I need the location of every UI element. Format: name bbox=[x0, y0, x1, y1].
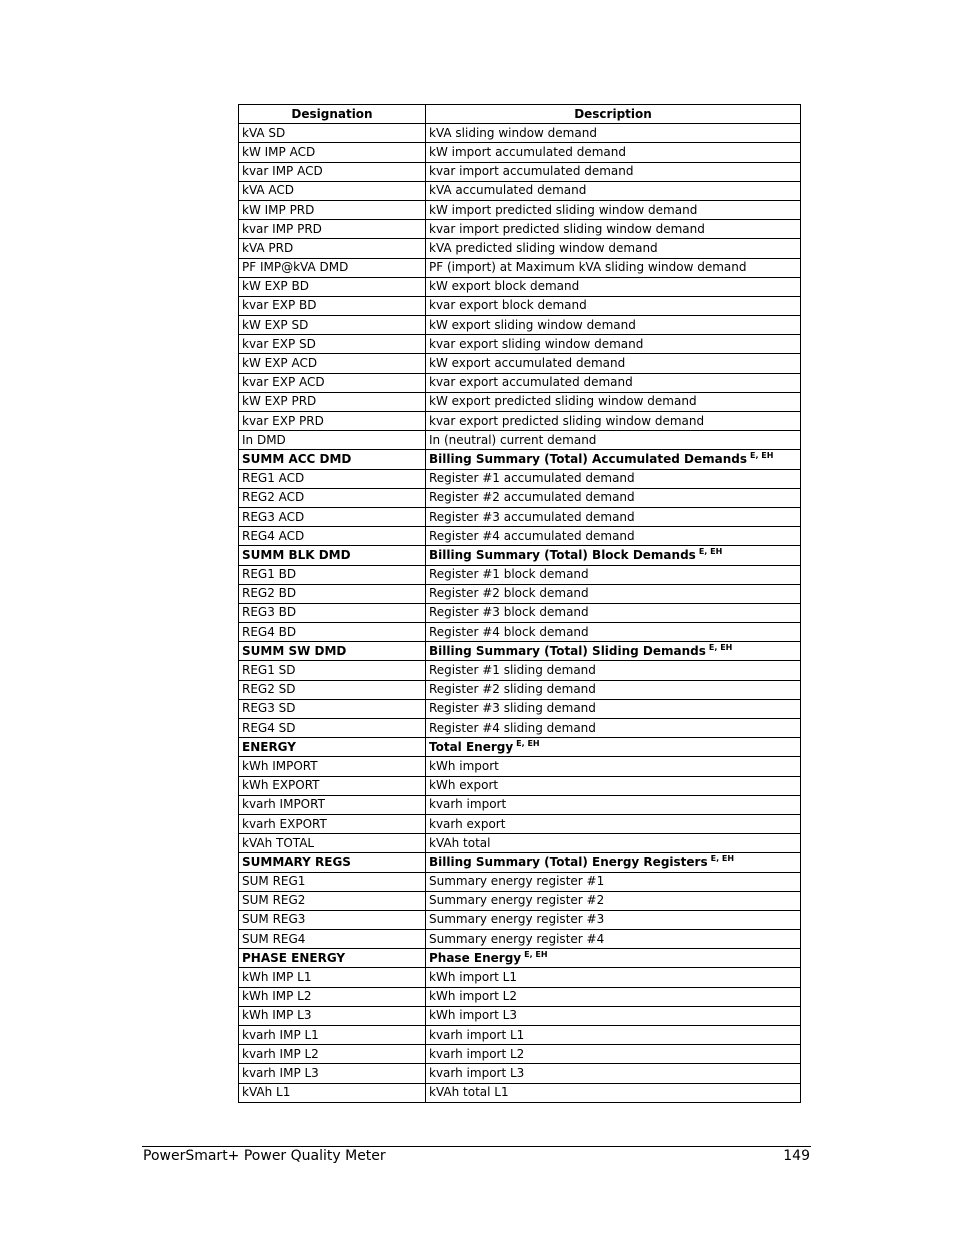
description-text: Register #3 accumulated demand bbox=[429, 509, 635, 524]
footnote-marker: E, EH bbox=[698, 546, 723, 556]
designation-cell: kvarh IMP L2 bbox=[239, 1045, 426, 1064]
designation-cell: kvarh IMP L1 bbox=[239, 1026, 426, 1045]
footnote-marker: E, EH bbox=[749, 450, 774, 460]
description-text: kvar import accumulated demand bbox=[429, 164, 634, 179]
footnote-marker: E, EH bbox=[516, 738, 540, 748]
description-text: Billing Summary (Total) Block Demands bbox=[429, 547, 696, 562]
description-text: kVAh total bbox=[429, 835, 491, 850]
footnote-marker: E, EH bbox=[708, 642, 733, 652]
description-text: kVA sliding window demand bbox=[429, 125, 597, 140]
description-text: kW import accumulated demand bbox=[429, 144, 626, 159]
description-cell bbox=[426, 623, 801, 642]
table-row bbox=[239, 910, 801, 929]
designation-cell: kvar EXP ACD bbox=[239, 373, 426, 392]
designation-cell: SUMM ACC DMD bbox=[239, 450, 426, 469]
table-row bbox=[239, 181, 801, 200]
description-cell bbox=[426, 200, 801, 219]
table-row bbox=[239, 354, 801, 373]
table-body bbox=[239, 124, 801, 1103]
description-text: Register #4 sliding demand bbox=[429, 720, 596, 735]
designation-cell: kWh IMPORT bbox=[239, 757, 426, 776]
table-row bbox=[239, 373, 801, 392]
designation-cell: kWh EXPORT bbox=[239, 776, 426, 795]
table-row bbox=[239, 1006, 801, 1025]
description-text: kWh import L2 bbox=[429, 989, 517, 1004]
table-row bbox=[239, 335, 801, 354]
description-cell bbox=[426, 392, 801, 411]
designation-cell: kvar EXP BD bbox=[239, 296, 426, 315]
designation-cell: kW EXP SD bbox=[239, 316, 426, 335]
description-text: kvarh export bbox=[429, 816, 506, 831]
description-text: kvar export predicted sliding window demand bbox=[429, 413, 705, 428]
designation-cell: kWh IMP L2 bbox=[239, 987, 426, 1006]
description-cell bbox=[426, 910, 801, 929]
description-cell bbox=[426, 930, 801, 949]
description-text: Register #3 block demand bbox=[429, 605, 589, 620]
description-text: Register #3 sliding demand bbox=[429, 701, 596, 716]
table-section-row bbox=[239, 949, 801, 968]
description-text: PF (import) at Maximum kVA sliding window demand bbox=[429, 260, 747, 275]
footnote-marker: E, EH bbox=[710, 853, 735, 863]
designation-cell: kvar EXP SD bbox=[239, 335, 426, 354]
table-row bbox=[239, 776, 801, 795]
description-cell bbox=[426, 469, 801, 488]
description-text: Billing Summary (Total) Sliding Demands bbox=[429, 643, 706, 658]
table-row bbox=[239, 1045, 801, 1064]
designation-cell: kvar IMP PRD bbox=[239, 220, 426, 239]
description-cell bbox=[426, 181, 801, 200]
table-section-row bbox=[239, 853, 801, 872]
description-text: kW export accumulated demand bbox=[429, 356, 626, 371]
description-text: Register #1 sliding demand bbox=[429, 663, 596, 678]
description-text: kWh import L1 bbox=[429, 970, 517, 985]
table-section-row bbox=[239, 546, 801, 565]
description-text: kvar import predicted sliding window demand bbox=[429, 221, 705, 236]
table-row bbox=[239, 431, 801, 450]
table-row bbox=[239, 507, 801, 526]
table-row bbox=[239, 412, 801, 431]
table-row bbox=[239, 1026, 801, 1045]
description-text: kW import predicted sliding window demand bbox=[429, 202, 698, 217]
designation-cell: kvarh EXPORT bbox=[239, 814, 426, 833]
description-text: kW export sliding window demand bbox=[429, 317, 636, 332]
column-header-designation: Designation bbox=[239, 105, 426, 124]
description-text: kvar export block demand bbox=[429, 298, 587, 313]
table-row bbox=[239, 488, 801, 507]
designation-cell: kW IMP PRD bbox=[239, 200, 426, 219]
description-cell bbox=[426, 757, 801, 776]
designation-cell: REG3 ACD bbox=[239, 507, 426, 526]
description-cell bbox=[426, 1083, 801, 1102]
table-row bbox=[239, 220, 801, 239]
designation-cell: kVA ACD bbox=[239, 181, 426, 200]
table-section-row bbox=[239, 738, 801, 757]
description-text: kVAh total L1 bbox=[429, 1085, 509, 1100]
table-row bbox=[239, 527, 801, 546]
description-text: Summary energy register #4 bbox=[429, 931, 605, 946]
table-row bbox=[239, 143, 801, 162]
description-cell bbox=[426, 354, 801, 373]
description-cell bbox=[426, 316, 801, 335]
designation-cell: kvarh IMPORT bbox=[239, 795, 426, 814]
description-cell bbox=[426, 335, 801, 354]
description-cell bbox=[426, 162, 801, 181]
designation-cell: REG1 ACD bbox=[239, 469, 426, 488]
column-header-description: Description bbox=[426, 105, 801, 124]
table-section-row bbox=[239, 642, 801, 661]
description-cell bbox=[426, 719, 801, 738]
designation-cell: kvarh IMP L3 bbox=[239, 1064, 426, 1083]
description-text: Register #1 accumulated demand bbox=[429, 471, 635, 486]
description-text: kVA accumulated demand bbox=[429, 183, 587, 198]
description-cell bbox=[426, 776, 801, 795]
designation-cell: REG4 ACD bbox=[239, 527, 426, 546]
description-cell bbox=[426, 1026, 801, 1045]
table-row bbox=[239, 968, 801, 987]
designation-cell: REG1 BD bbox=[239, 565, 426, 584]
description-cell bbox=[426, 987, 801, 1006]
designation-cell: kvar IMP ACD bbox=[239, 162, 426, 181]
table-row bbox=[239, 872, 801, 891]
table-row bbox=[239, 258, 801, 277]
description-text: Summary energy register #2 bbox=[429, 893, 605, 908]
table-row bbox=[239, 239, 801, 258]
description-cell bbox=[426, 277, 801, 296]
description-text: Register #2 block demand bbox=[429, 586, 589, 601]
designation-cell: kVAh L1 bbox=[239, 1083, 426, 1102]
table-row bbox=[239, 987, 801, 1006]
description-text: kW export predicted sliding window demand bbox=[429, 394, 697, 409]
description-cell bbox=[426, 1006, 801, 1025]
description-text: Register #2 sliding demand bbox=[429, 682, 596, 697]
designation-cell: SUMM BLK DMD bbox=[239, 546, 426, 565]
designation-cell: kW EXP PRD bbox=[239, 392, 426, 411]
description-text: kvarh import L3 bbox=[429, 1065, 525, 1080]
designation-cell: SUM REG3 bbox=[239, 910, 426, 929]
description-cell bbox=[426, 527, 801, 546]
table-row bbox=[239, 200, 801, 219]
table-row bbox=[239, 584, 801, 603]
table-row bbox=[239, 392, 801, 411]
table-row bbox=[239, 814, 801, 833]
description-cell bbox=[426, 661, 801, 680]
description-text: kvarh import bbox=[429, 797, 507, 812]
description-cell bbox=[426, 814, 801, 833]
table-row bbox=[239, 680, 801, 699]
table-row bbox=[239, 623, 801, 642]
designation-cell: REG2 ACD bbox=[239, 488, 426, 507]
designation-cell: kVA PRD bbox=[239, 239, 426, 258]
designation-table bbox=[238, 104, 801, 1103]
table-row bbox=[239, 834, 801, 853]
designation-cell: kW IMP ACD bbox=[239, 143, 426, 162]
table-row bbox=[239, 124, 801, 143]
description-cell bbox=[426, 431, 801, 450]
footnote-marker: E, EH bbox=[524, 949, 548, 959]
table-row bbox=[239, 296, 801, 315]
description-cell bbox=[426, 872, 801, 891]
table-row bbox=[239, 1083, 801, 1102]
description-text: kVA predicted sliding window demand bbox=[429, 240, 658, 255]
description-cell bbox=[426, 258, 801, 277]
table-row bbox=[239, 1064, 801, 1083]
table-row bbox=[239, 891, 801, 910]
description-cell bbox=[426, 507, 801, 526]
description-text: kvarh import L1 bbox=[429, 1027, 525, 1042]
description-text: kvarh import L2 bbox=[429, 1046, 525, 1061]
description-cell bbox=[426, 373, 801, 392]
table-row bbox=[239, 316, 801, 335]
description-cell bbox=[426, 239, 801, 258]
table-row bbox=[239, 603, 801, 622]
description-cell bbox=[426, 488, 801, 507]
designation-cell: ENERGY bbox=[239, 738, 426, 757]
designation-cell: REG4 SD bbox=[239, 719, 426, 738]
page-number: 149 bbox=[783, 1148, 810, 1164]
designation-cell: REG3 SD bbox=[239, 699, 426, 718]
designation-cell: kWh IMP L1 bbox=[239, 968, 426, 987]
designation-cell: kWh IMP L3 bbox=[239, 1006, 426, 1025]
description-cell bbox=[426, 124, 801, 143]
table-row bbox=[239, 699, 801, 718]
designation-cell: SUMMARY REGS bbox=[239, 853, 426, 872]
description-cell bbox=[426, 603, 801, 622]
table-row bbox=[239, 277, 801, 296]
description-text: Register #4 block demand bbox=[429, 624, 589, 639]
table-row bbox=[239, 162, 801, 181]
description-cell bbox=[426, 143, 801, 162]
description-text: kWh import bbox=[429, 758, 499, 773]
designation-cell: REG1 SD bbox=[239, 661, 426, 680]
description-text: Summary energy register #3 bbox=[429, 912, 605, 927]
description-cell bbox=[426, 565, 801, 584]
table-row bbox=[239, 795, 801, 814]
description-cell bbox=[426, 412, 801, 431]
description-text: In (neutral) current demand bbox=[429, 432, 597, 447]
designation-cell: REG2 BD bbox=[239, 584, 426, 603]
description-text: Register #1 block demand bbox=[429, 567, 589, 582]
table-row bbox=[239, 565, 801, 584]
description-cell bbox=[426, 1045, 801, 1064]
description-text: kvar export sliding window demand bbox=[429, 336, 644, 351]
description-cell bbox=[426, 642, 801, 661]
description-cell bbox=[426, 220, 801, 239]
description-cell bbox=[426, 699, 801, 718]
description-text: kW export block demand bbox=[429, 279, 580, 294]
description-cell bbox=[426, 795, 801, 814]
description-cell bbox=[426, 949, 801, 968]
table-row bbox=[239, 469, 801, 488]
designation-cell: SUMM SW DMD bbox=[239, 642, 426, 661]
description-text: Phase Energy bbox=[429, 950, 522, 965]
description-text: kWh export bbox=[429, 778, 499, 793]
description-cell bbox=[426, 968, 801, 987]
description-cell bbox=[426, 680, 801, 699]
table-row bbox=[239, 757, 801, 776]
description-text: kWh import L3 bbox=[429, 1008, 517, 1023]
table-row bbox=[239, 661, 801, 680]
description-cell bbox=[426, 834, 801, 853]
designation-cell: kvar EXP PRD bbox=[239, 412, 426, 431]
designation-cell: In DMD bbox=[239, 431, 426, 450]
designation-cell: SUM REG4 bbox=[239, 930, 426, 949]
designation-cell: SUM REG1 bbox=[239, 872, 426, 891]
table-row bbox=[239, 719, 801, 738]
designation-cell: kVAh TOTAL bbox=[239, 834, 426, 853]
description-text: Register #4 accumulated demand bbox=[429, 528, 635, 543]
footer-title: PowerSmart+ Power Quality Meter bbox=[143, 1148, 386, 1164]
description-cell bbox=[426, 450, 801, 469]
table-row bbox=[239, 930, 801, 949]
designation-cell: kVA SD bbox=[239, 124, 426, 143]
description-cell bbox=[426, 296, 801, 315]
description-cell bbox=[426, 891, 801, 910]
description-text: Register #2 accumulated demand bbox=[429, 490, 635, 505]
description-text: Billing Summary (Total) Accumulated Demands bbox=[429, 451, 747, 466]
description-text: Billing Summary (Total) Energy Registers bbox=[429, 854, 708, 869]
designation-cell: kW EXP ACD bbox=[239, 354, 426, 373]
designation-cell: REG4 BD bbox=[239, 623, 426, 642]
description-cell bbox=[426, 1064, 801, 1083]
footer-divider bbox=[142, 1146, 811, 1147]
designation-cell: REG3 BD bbox=[239, 603, 426, 622]
description-cell bbox=[426, 853, 801, 872]
description-cell bbox=[426, 546, 801, 565]
designation-cell: PHASE ENERGY bbox=[239, 949, 426, 968]
description-cell bbox=[426, 738, 801, 757]
designation-cell: REG2 SD bbox=[239, 680, 426, 699]
designation-cell: SUM REG2 bbox=[239, 891, 426, 910]
description-text: Summary energy register #1 bbox=[429, 874, 605, 889]
table-header-row bbox=[239, 105, 801, 124]
description-text: Total Energy bbox=[429, 739, 514, 754]
designation-cell: PF IMP@kVA DMD bbox=[239, 258, 426, 277]
description-cell bbox=[426, 584, 801, 603]
designation-cell: kW EXP BD bbox=[239, 277, 426, 296]
table-section-row bbox=[239, 450, 801, 469]
description-text: kvar export accumulated demand bbox=[429, 375, 633, 390]
